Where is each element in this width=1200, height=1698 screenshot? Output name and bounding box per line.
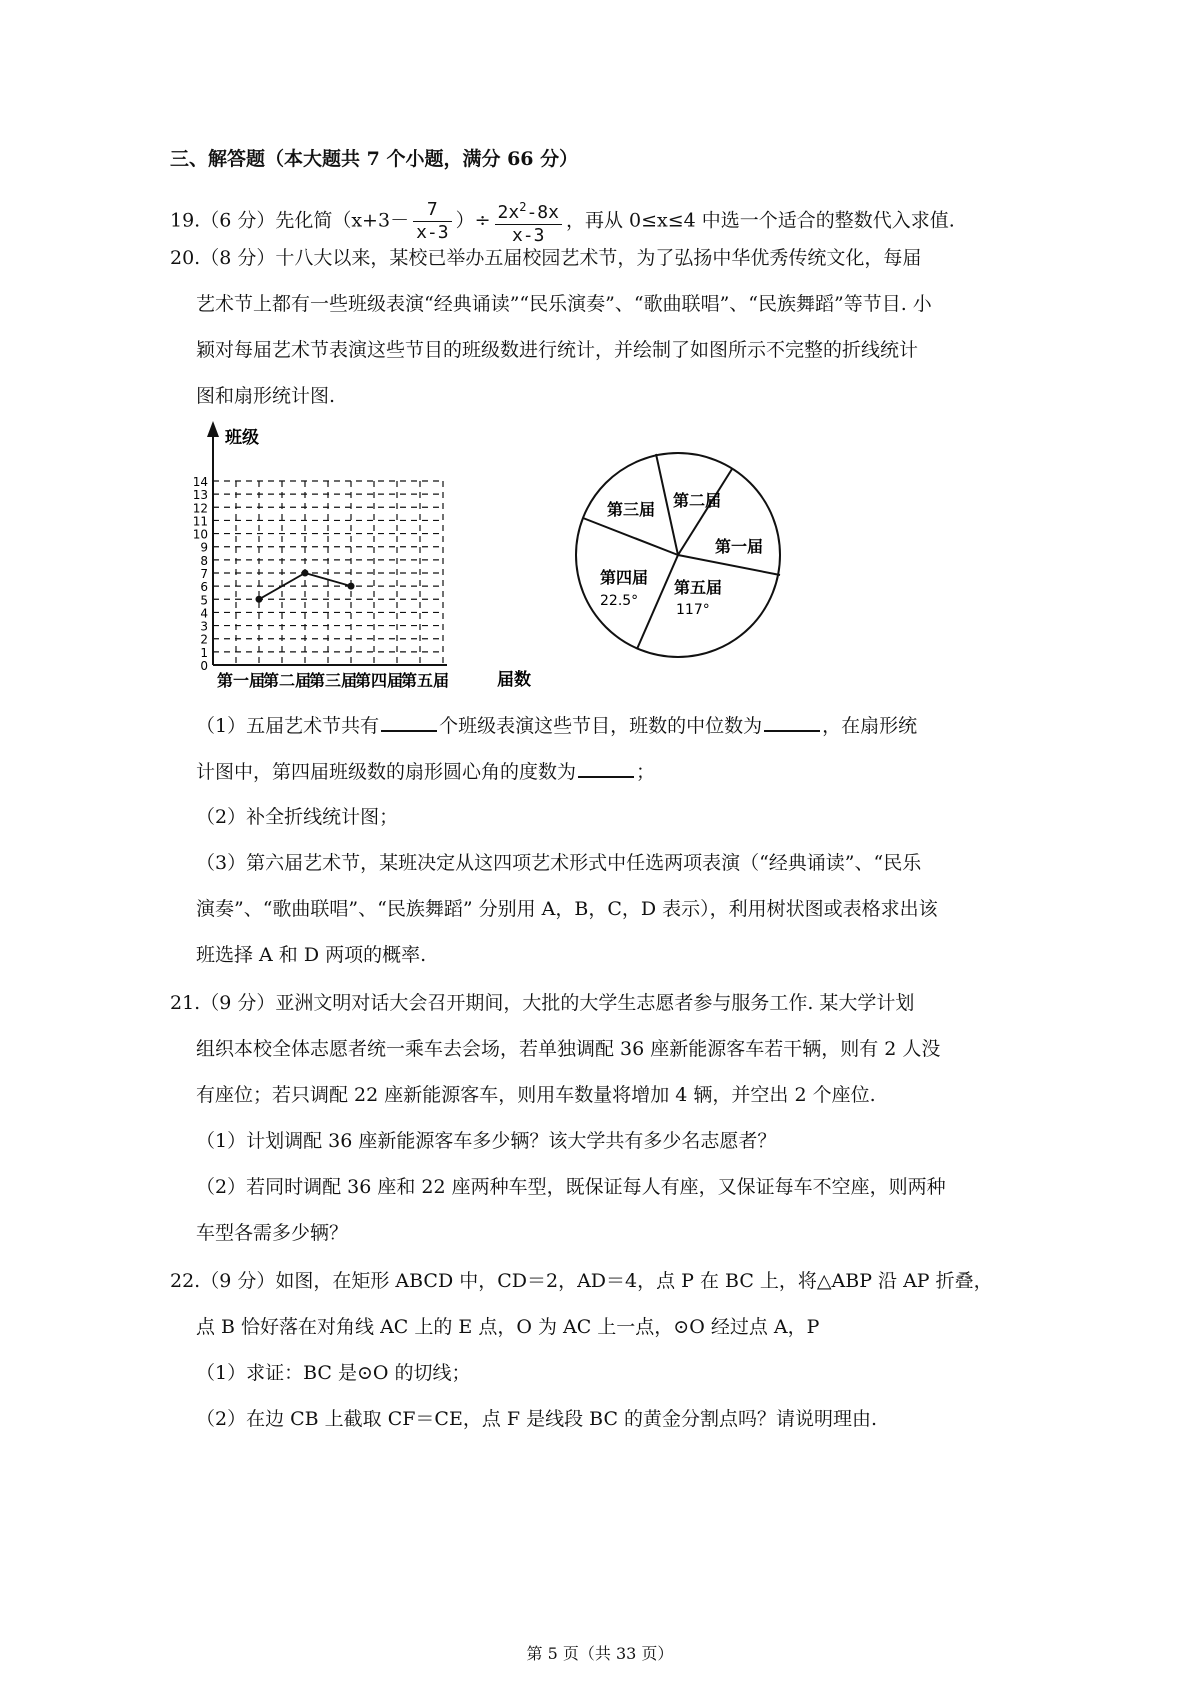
y-tick-label: 0 bbox=[200, 659, 208, 673]
q22-part-2: （2）在边 CB 上截取 CF＝CE，点 F 是线段 BC 的黄金分割点吗？请说明理由. bbox=[196, 1408, 878, 1430]
q19-mid: ）÷ bbox=[455, 209, 491, 232]
q19-fraction-1 bbox=[413, 199, 452, 244]
q21-line-3: 有座位；若只调配 22 座新能源客车，则用车数量将增加 4 辆，并空出 2 个座位. bbox=[196, 1084, 876, 1106]
q21-part-2-b: 车型各需多少辆？ bbox=[196, 1222, 349, 1244]
y-tick-label: 12 bbox=[192, 501, 208, 516]
y-tick-label: 7 bbox=[200, 567, 208, 581]
answer-blank-1[interactable] bbox=[381, 712, 437, 732]
q22-line-2: 点 B 恰好落在对角线 AC 上的 E 点，O 为 AC 上一点，⊙O 经过点 A，P bbox=[196, 1316, 820, 1338]
pie-label-third: 第三届 bbox=[607, 500, 656, 519]
x-axis-title: 届数 bbox=[497, 670, 531, 690]
y-axis-arrow-icon bbox=[207, 421, 219, 437]
q20-part-1 bbox=[196, 712, 917, 739]
page-footer: 第 5 页（共 33 页） bbox=[526, 1644, 674, 1663]
y-tick-label: 2 bbox=[200, 632, 208, 647]
q19-frac2-den: x-3 bbox=[511, 225, 545, 246]
q20-line-1: 20.（8 分）十八大以来，某校已举办五届校园艺术节，为了弘扬中华优秀传统文化，每届 bbox=[170, 247, 922, 269]
q19-frac1-den: x-3 bbox=[416, 222, 449, 243]
data-point bbox=[302, 570, 309, 577]
q20-part-1-cont bbox=[196, 758, 655, 785]
line-chart bbox=[185, 415, 555, 695]
q22-part-1: （1）求证：BC 是⊙O 的切线； bbox=[196, 1362, 471, 1384]
answer-blank-2[interactable] bbox=[764, 712, 820, 732]
q20-line-2: 艺术节上都有一些班级表演“经典诵读”“民乐演奏”、“歌曲联唱”、“民族舞蹈”等节目. 小 bbox=[196, 293, 932, 315]
y-tick-label: 3 bbox=[200, 619, 208, 634]
y-tick-label: 9 bbox=[200, 540, 208, 555]
q19-frac2-num-a: 2x bbox=[497, 202, 520, 223]
q20-part-3-a: （3）第六届艺术节，某班决定从这四项艺术形式中任选两项表演（“经典诵读”、“民乐 bbox=[196, 852, 922, 874]
y-tick-labels bbox=[193, 475, 208, 673]
q21-line-2: 组织本校全体志愿者统一乘车去会场，若单独调配 36 座新能源客车若干辆，则有 2 人没 bbox=[196, 1038, 941, 1060]
pie-value-fifth: 117° bbox=[676, 602, 710, 618]
q20-part-3-b: 演奏”、“歌曲联唱”、“民族舞蹈” 分别用 A，B，C，D 表示），利用树状图或表格求出该 bbox=[196, 898, 938, 920]
q20-part-2: （2）补全折线统计图； bbox=[196, 806, 399, 828]
answer-blank-3[interactable] bbox=[578, 758, 634, 778]
pie-label-second: 第二届 bbox=[673, 491, 722, 510]
y-tick-label: 8 bbox=[200, 553, 208, 568]
pie-slice-divider bbox=[583, 518, 678, 555]
pie-value-fourth: 22.5° bbox=[600, 593, 639, 609]
q19-suffix: ，再从 0≤x≤4 中选一个适合的整数代入求值. bbox=[565, 209, 955, 232]
q20-line-3: 颖对每届艺术节表演这些节目的班级数进行统计，并绘制了如图所示不完整的折线统计 bbox=[196, 339, 919, 361]
y-tick-label: 6 bbox=[200, 580, 208, 595]
pie-label-fifth: 第五届 bbox=[674, 578, 723, 597]
pie-slice-divider bbox=[678, 555, 780, 575]
chart-grid bbox=[213, 481, 443, 665]
q22-line-1: 22.（9 分）如图，在矩形 ABCD 中，CD＝2，AD＝4，点 P 在 BC 上，将△ABP 沿 AP 折叠， bbox=[170, 1270, 993, 1292]
q20-p1-c: ，在扇形统 bbox=[822, 715, 918, 737]
x-tick-label: 第三届 bbox=[308, 671, 358, 690]
q21-line-1: 21.（9 分）亚洲文明对话大会召开期间，大批的大学生志愿者参与服务工作. 某大学计划 bbox=[170, 992, 915, 1014]
y-tick-label: 1 bbox=[200, 645, 208, 660]
y-tick-label: 14 bbox=[192, 475, 208, 489]
q20-p1-b: 个班级表演这些节目，班数的中位数为 bbox=[439, 715, 763, 737]
pie-label-first: 第一届 bbox=[715, 537, 764, 556]
x-tick-label: 第五届 bbox=[400, 671, 450, 690]
x-tick-label: 第四届 bbox=[354, 671, 404, 690]
x-tick-labels bbox=[217, 671, 449, 690]
y-tick-label: 10 bbox=[192, 527, 208, 542]
pie-chart bbox=[570, 440, 790, 670]
y-axis-title: 班级 bbox=[225, 428, 259, 448]
q20-line-4: 图和扇形统计图. bbox=[196, 385, 336, 407]
q19-fraction-2 bbox=[495, 196, 562, 247]
y-tick-label: 13 bbox=[192, 488, 208, 503]
q20-p1-a: （1）五届艺术节共有 bbox=[196, 715, 380, 737]
y-tick-label: 11 bbox=[192, 514, 208, 529]
q20-p1-e: ； bbox=[636, 761, 656, 783]
data-point bbox=[348, 583, 355, 590]
q20-part-3-c: 班选择 A 和 D 两项的概率. bbox=[196, 944, 427, 966]
x-tick-label: 第一届 bbox=[216, 671, 266, 690]
q21-part-2-a: （2）若同时调配 36 座和 22 座两种车型，既保证每人有座，又保证每车不空座，则两种 bbox=[196, 1176, 946, 1198]
q19-frac2-num-b: -8x bbox=[526, 202, 559, 223]
pie-label-fourth: 第四届 bbox=[600, 568, 649, 587]
data-point bbox=[256, 596, 263, 603]
y-tick-label: 4 bbox=[200, 606, 208, 621]
q19-prefix: 19.（6 分）先化简（x+3－ bbox=[170, 209, 410, 232]
q19-frac2-num bbox=[495, 196, 562, 225]
y-tick-label: 5 bbox=[200, 593, 208, 608]
x-tick-label: 第二届 bbox=[262, 671, 312, 690]
q19-frac1-num: 7 bbox=[413, 199, 452, 222]
q19-frac2-num-sup: 2 bbox=[519, 200, 527, 214]
section-title: 三、解答题（本大题共 7 个小题，满分 66 分） bbox=[170, 148, 579, 170]
q21-part-1: （1）计划调配 36 座新能源客车多少辆？该大学共有多少名志愿者？ bbox=[196, 1130, 777, 1152]
question-19 bbox=[170, 196, 955, 247]
q20-p1-d: 计图中，第四届班级数的扇形圆心角的度数为 bbox=[196, 761, 577, 783]
